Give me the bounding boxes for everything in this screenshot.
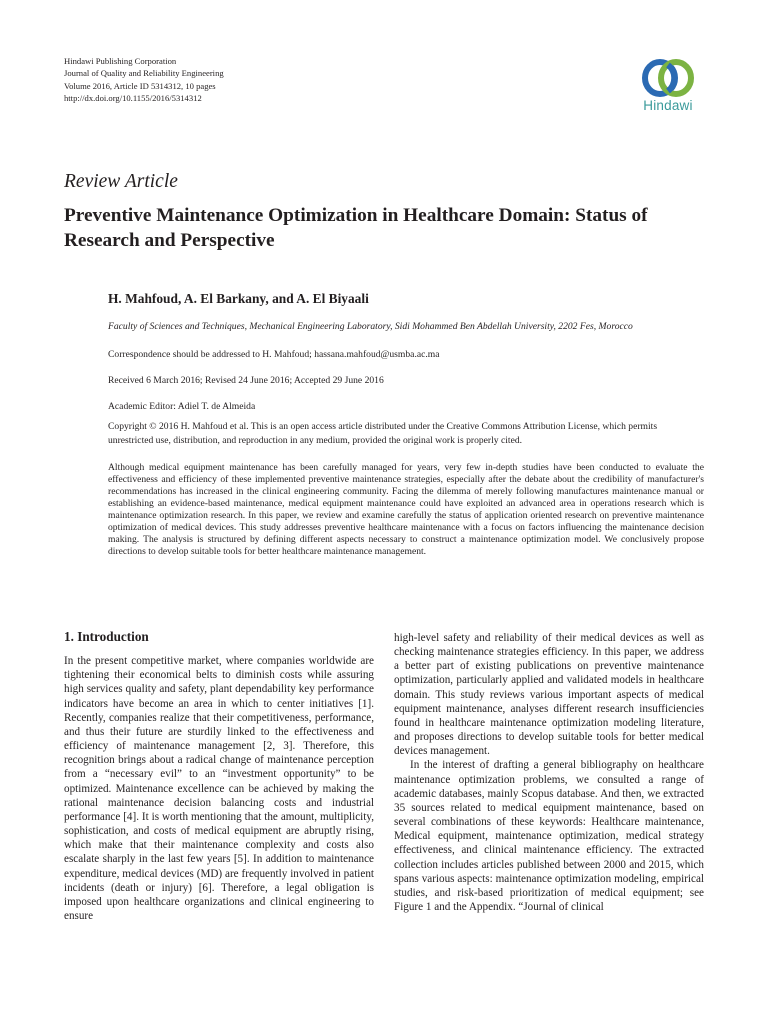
author-list: H. Mahfoud, A. El Barkany, and A. El Biyaali <box>108 291 369 306</box>
publisher-name: Hindawi Publishing Corporation <box>64 56 177 66</box>
hindawi-logo-icon <box>628 56 708 100</box>
hindawi-logo <box>628 56 708 112</box>
publication-info <box>64 55 224 105</box>
section-heading-introduction: 1. Introduction <box>64 629 149 644</box>
hindawi-logo-text: Hindawi <box>643 98 693 113</box>
article-title: Preventive Maintenance Optimization in Healthcare Domain: Status of Research and Perspective <box>64 205 648 251</box>
introduction-paragraph-1: In the present competitive market, where companies worldwide are tightening their economical belts to diminish costs while assuring high services quality and safety, plant dependability key performance indicators have become an area in which to center initiatives [1]. Recently, companies realize that their competitiveness, performance, and thus their future are sturdily linked to the effectiveness and efficiency of maintenance management [2, 3]. Therefore, this recognition brings about a radical change of maintenance perception from a “necessary evil” to an “investment opportunity” to be optimized. Maintenance excellence can be achieved by making the rational maintenance decision balancing costs and industrial performance [4]. It is worth mentioning that the amount, multiplicity, sophistication, and costs of medical equipment are abruptly rising, which make that their maintenance complexity and costs also escalate sharply in the last few years [5]. In addition to maintenance expenditure, medical devices (MD) are frequently involved in patient incidents (death or injury) [6]. Therefore, a legal obligation is imposed upon healthcare organizations and clinical engineering to ensure <box>64 655 374 922</box>
academic-editor: Academic Editor: Adiel T. de Almeida <box>108 401 256 412</box>
author-affiliation: Faculty of Sciences and Techniques, Mechanical Engineering Laboratory, Sidi Mohammed Ben Abdellah University, 2202 Fes, Morocco <box>108 321 633 332</box>
doi-link[interactable]: http://dx.doi.org/10.1155/2016/5314312 <box>64 93 202 104</box>
journal-name: Journal of Quality and Reliability Engineering <box>64 68 224 79</box>
left-column <box>64 630 374 923</box>
right-column <box>394 631 704 914</box>
introduction-paragraph-2: high-level safety and reliability of their medical devices as well as checking maintenance strategies efficiency. In this paper, we address a better part of existing publications on preventive maintenance optimization, particularly applied and validated models in healthcare domain. This study reviews various important aspects of medical equipment maintenance, analyses different research insufficiencies found in healthcare maintenance optimization modeling literature, and proposes directions to develop suitable tools for better medical devices management. <box>394 632 704 758</box>
article-dates: Received 6 March 2016; Revised 24 June 2016; Accepted 29 June 2016 <box>108 375 384 386</box>
article-type: Review Article <box>64 171 178 192</box>
correspondence-line: Correspondence should be addressed to H. Mahfoud; hassana.mahfoud@usmba.ac.ma <box>108 349 440 360</box>
volume-info: Volume 2016, Article ID 5314312, 10 pages <box>64 80 216 91</box>
copyright-notice: Copyright © 2016 H. Mahfoud et al. This is an open access article distributed under the Creative Commons Attribution License, which permits unrestricted use, distribution, and reproduction in any medium, provided the original work is properly cited. <box>108 421 658 447</box>
abstract-text: Although medical equipment maintenance has been carefully managed for years, very few in-depth studies have been conducted to evaluate the effectiveness and efficiency of these implemented preventive maintenance strategies, especially after the debate about the credibility of manufacturer's recommendations has increased in the clinical engineering community. Facing the dilemma of merely following manufactures maintenance manual or establishing an evidence-based maintenance, medical equipment maintenance could have exploited an advanced area in operations research which is maintenance optimization research. In this paper, we review and examine carefully the status of application oriented research on preventive maintenance optimization of medical devices. This study addresses preventive healthcare maintenance with a focus on factors influencing the maintenance decision making. The analysis is structured by defining different aspects necessary to construct a maintenance optimization model. We conclusively propose directions to develop suitable tools for better healthcare maintenance management. <box>108 462 704 557</box>
introduction-paragraph-3: In the interest of drafting a general bibliography on healthcare maintenance optimization problems, we consulted a range of academic databases, mainly Scopus database. And then, we extracted 35 sources related to medical equipment maintenance, based on several combinations of these keywords: Healthcare maintenance, Medical equipment, maintenance optimization, medical strategy effectiveness, and clinical maintenance efficiency. The extracted collection includes articles published between 2000 and 2015, which spans various aspects: maintenance optimization modeling, empirical studies, and risk-based prioritization of medical equipment; see Figure 1 and the Appendix. “Journal of clinical <box>394 759 704 913</box>
